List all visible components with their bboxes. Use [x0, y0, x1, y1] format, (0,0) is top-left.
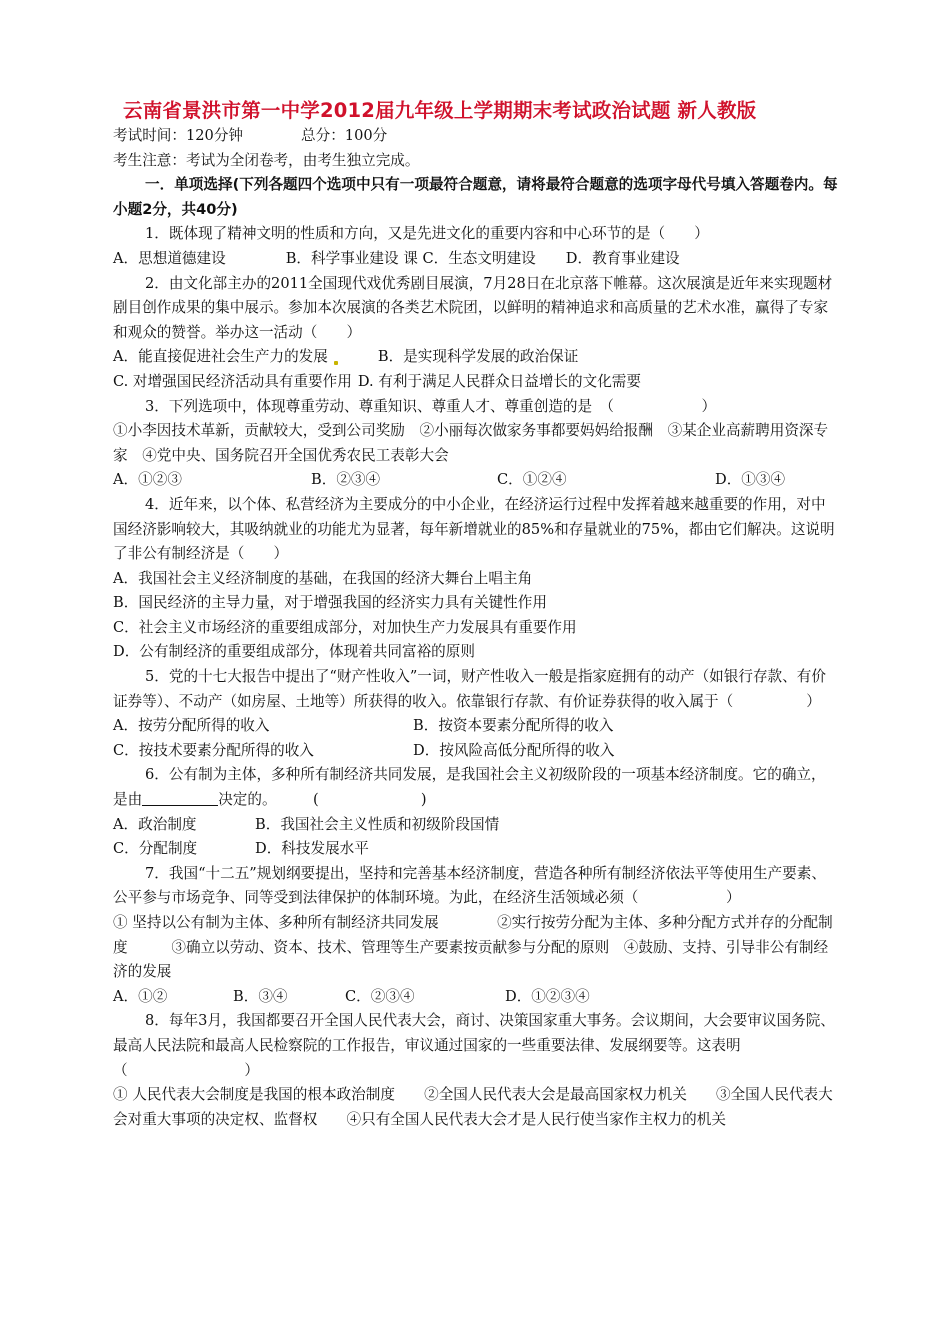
question-7-options — [113, 985, 840, 1010]
option: A．政治制度 — [113, 815, 197, 833]
question-2-options-row1 — [113, 345, 840, 370]
question-6-options-row1 — [113, 813, 840, 838]
option: B．②③④ — [311, 471, 381, 489]
page-title: 云南省景洪市第一中学2012届九年级上学期期末考试政治试题 新人教版 — [123, 99, 757, 122]
option: C．社会主义市场经济的重要组成部分，对加快生产力发展具有重要作用 — [113, 618, 577, 636]
section-heading: 一．单项选择(下列各题四个选项中只有一项最符合题意，请将最符合题意的选项字母代号填入答题卷内。每小题2分，共40分) — [113, 176, 838, 218]
question-1-stem: 1．既体现了精神文明的性质和方向，又是先进文化的重要内容和中心环节的是（ ） — [145, 225, 709, 243]
option: B．是实现科学发展的政治保证 — [377, 348, 579, 366]
option: A．按劳分配所得的收入 — [113, 717, 270, 735]
question-5-stem: 5．党的十七大报告中提出了“财产性收入”一词，财产性收入一般是指家庭拥有的动产（如银行存款、有价证券等）、不动产（如房屋、土地等）所获得的收入。依靠银行存款、有价证券获得的收入属于（ ） — [113, 668, 826, 710]
option: A．思想道德建设 — [113, 249, 226, 267]
option: D．①②③④ — [505, 987, 590, 1005]
option: D. 有利于满足人民群众日益增长的文化需要 — [357, 372, 641, 390]
option: D．科技发展水平 — [255, 840, 369, 858]
option: C．分配制度 — [113, 840, 198, 858]
question-7-items: ① 坚持以公有制为主体、多种所有制经济共同发展 ②实行按劳分配为主体、多种分配方式并存的分配制度 ③确立以劳动、资本、技术、管理等生产要素按贡献参与分配的原则 ④鼓励、支持、引导非公有制经济的发展 — [113, 914, 833, 981]
question-5-options-row2 — [113, 739, 840, 764]
option: C．按技术要素分配所得的收入 — [113, 741, 314, 759]
option: B．国民经济的主导力量，对于增强我国的经济实力具有关键性作用 — [113, 594, 547, 612]
option: B．我国社会主义性质和初级阶段国情 — [255, 815, 500, 833]
option: D．教育事业建设 — [565, 249, 680, 267]
option: B．科学事业建设 课 C．生态文明建设 — [285, 249, 536, 267]
option: C．①②④ — [497, 471, 567, 489]
option: B．按资本要素分配所得的收入 — [413, 717, 614, 735]
exam-time: 考试时间：120分钟 — [113, 127, 244, 144]
question-3-options — [113, 468, 840, 493]
question-6-options-row2 — [113, 837, 840, 862]
question-1-options — [113, 247, 840, 272]
option: D．①③④ — [715, 471, 786, 489]
question-3-stem: 3．下列选项中，体现尊重劳动、尊重知识、尊重人才、尊重创造的是 （ ） — [145, 397, 717, 415]
option: B．③④ — [233, 987, 288, 1005]
exam-total-score: 总分：100分 — [301, 127, 388, 144]
question-3-items: ①小李因技术革新，贡献较大，受到公司奖励 ②小丽每次做家务事都要妈妈给报酬 ③某企业高薪聘用资深专家 ④党中央、国务院召开全国优秀农民工表彰大会 — [113, 422, 829, 464]
question-2-options-row2 — [113, 370, 840, 395]
question-6-stem: 6．公有制为主体，多种所有制经济共同发展，是我国社会主义初级阶段的一项基本经济制度。它的确立，是由 决定的。 ( ) — [113, 766, 826, 809]
question-2-stem: 2．由文化部主办的2011全国现代戏优秀剧目展演，7月28日在北京落下帷幕。这次展演是近年来实现题材剧目创作成果的集中展示。参加本次展演的各类艺术院团，以鲜明的精神追求和高质量的艺术水准，赢得了专家和观众的赞誉。举办这一活动（ ） — [113, 274, 833, 341]
option: C．②③④ — [345, 987, 415, 1005]
option: D．按风险高低分配所得的收入 — [413, 741, 615, 759]
option: A．能直接促进社会生产力的发展 — [113, 348, 328, 366]
option: A．我国社会主义经济制度的基础，在我国的经济大舞台上唱主角 — [113, 569, 533, 587]
question-8-stem: 8．每年3月，我国都要召开全国人民代表大会，商讨、决策国家重大事务。会议期间，大会要审议国务院、最高人民法院和最高人民检察院的工作报告，审议通过国家的一些重要法律、发展纲要等。这表明 （ ） — [113, 1012, 835, 1079]
question-4-stem: 4．近年来，以个体、私营经济为主要成分的中小企业，在经济运行过程中发挥着越来越重要的作用，对中国经济影响较大，其吸纳就业的功能尤为显著，每年新增就业的85%和存量就业的75%，都由它们解决。这说明了非公有制经济是（ ） — [113, 495, 835, 563]
question-5-options-row1 — [113, 714, 840, 739]
exam-notice: 考生注意：考试为全闭卷考，由考生独立完成。 — [113, 151, 420, 169]
option: C. 对增强国民经济活动具有重要作用 — [113, 372, 352, 390]
option: A．①② — [113, 987, 168, 1005]
option: A．①②③ — [113, 471, 182, 489]
option: D．公有制经济的重要组成部分，体现着共同富裕的原则 — [113, 643, 475, 661]
fill-blank — [142, 789, 218, 806]
exam-meta — [113, 124, 840, 149]
decorative-dot — [334, 361, 338, 365]
question-7-stem: 7．我国“十二五”规划纲要提出，坚持和完善基本经济制度，营造各种所有制经济依法平等使用生产要素、公平参与市场竞争、同等受到法律保护的体制环境。为此，在经济生活领域必须（ ） — [113, 864, 826, 907]
question-8-items: ① 人民代表大会制度是我国的根本政治制度 ②全国人民代表大会是最高国家权力机关 ③全国人民代表大会对重大事项的决定权、监督权 ④只有全国人民代表大会才是人民行使当家作主权力的机关 — [113, 1086, 833, 1128]
